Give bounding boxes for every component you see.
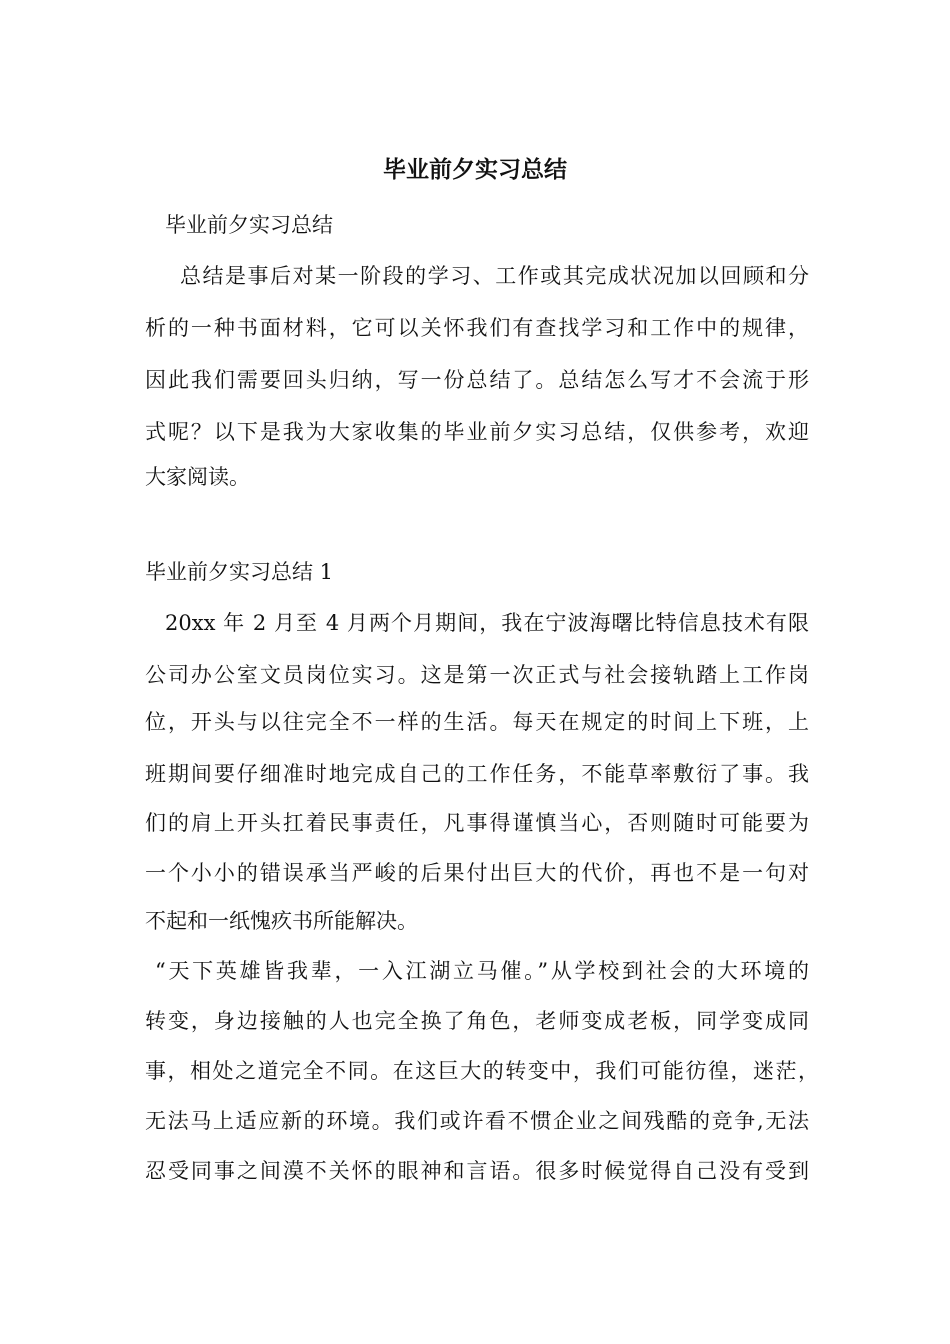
section-heading: 毕业前夕实习总结 1 [145,560,334,584]
body-line: 班期间要仔细准时地完成自己的工作任务，不能草率敷衍了事。我 [145,762,809,786]
body-line: 不起和一纸愧疚书所能解决。 [145,909,418,933]
intro-line: 因此我们需要回头归纳，写一份总结了。总结怎么写才不会流于形 [145,368,809,392]
body-line: 位，开头与以往完全不一样的生活。每天在规定的时间上下班，上 [145,710,809,734]
body-line: 20xx 年 2 月至 4 月两个月期间，我在宁波海曙比特信息技术有限 [165,611,809,635]
intro-line: 大家阅读。 [145,465,250,489]
body-line: 忍受同事之间漠不关怀的眼神和言语。很多时候觉得自己没有受到 [145,1159,809,1183]
intro-line: 总结是事后对某一阶段的学习、工作或其完成状况加以回顾和分 [180,264,809,288]
body-line: 公司办公室文员岗位实习。这是第一次正式与社会接轨踏上工作岗 [145,663,809,687]
body-line: 一个小小的错误承当严峻的后果付出巨大的代价，再也不是一句对 [145,861,809,885]
body-line: 无法马上适应新的环境。我们或许看不惯企业之间残酷的竞争,无法 [145,1109,809,1133]
intro-line: 析的一种书面材料，它可以关怀我们有查找学习和工作中的规律， [145,316,809,340]
intro-line: 式呢？以下是我为大家收集的毕业前夕实习总结，仅供参考，欢迎 [145,420,809,444]
body-line: 们的肩上开头扛着民事责任，凡事得谨慎当心，否则随时可能要为 [145,811,809,835]
body-line: 转变，身边接触的人也完全换了角色，老师变成老板，同学变成同 [145,1009,809,1033]
document-subtitle: 毕业前夕实习总结 [165,213,333,237]
document-title: 毕业前夕实习总结 [383,156,567,183]
body-line: “天下英雄皆我辈，一入江湖立马催。”从学校到社会的大环境的 [155,959,809,983]
body-line: 事，相处之道完全不同。在这巨大的转变中，我们可能彷徨，迷茫， [145,1059,819,1083]
